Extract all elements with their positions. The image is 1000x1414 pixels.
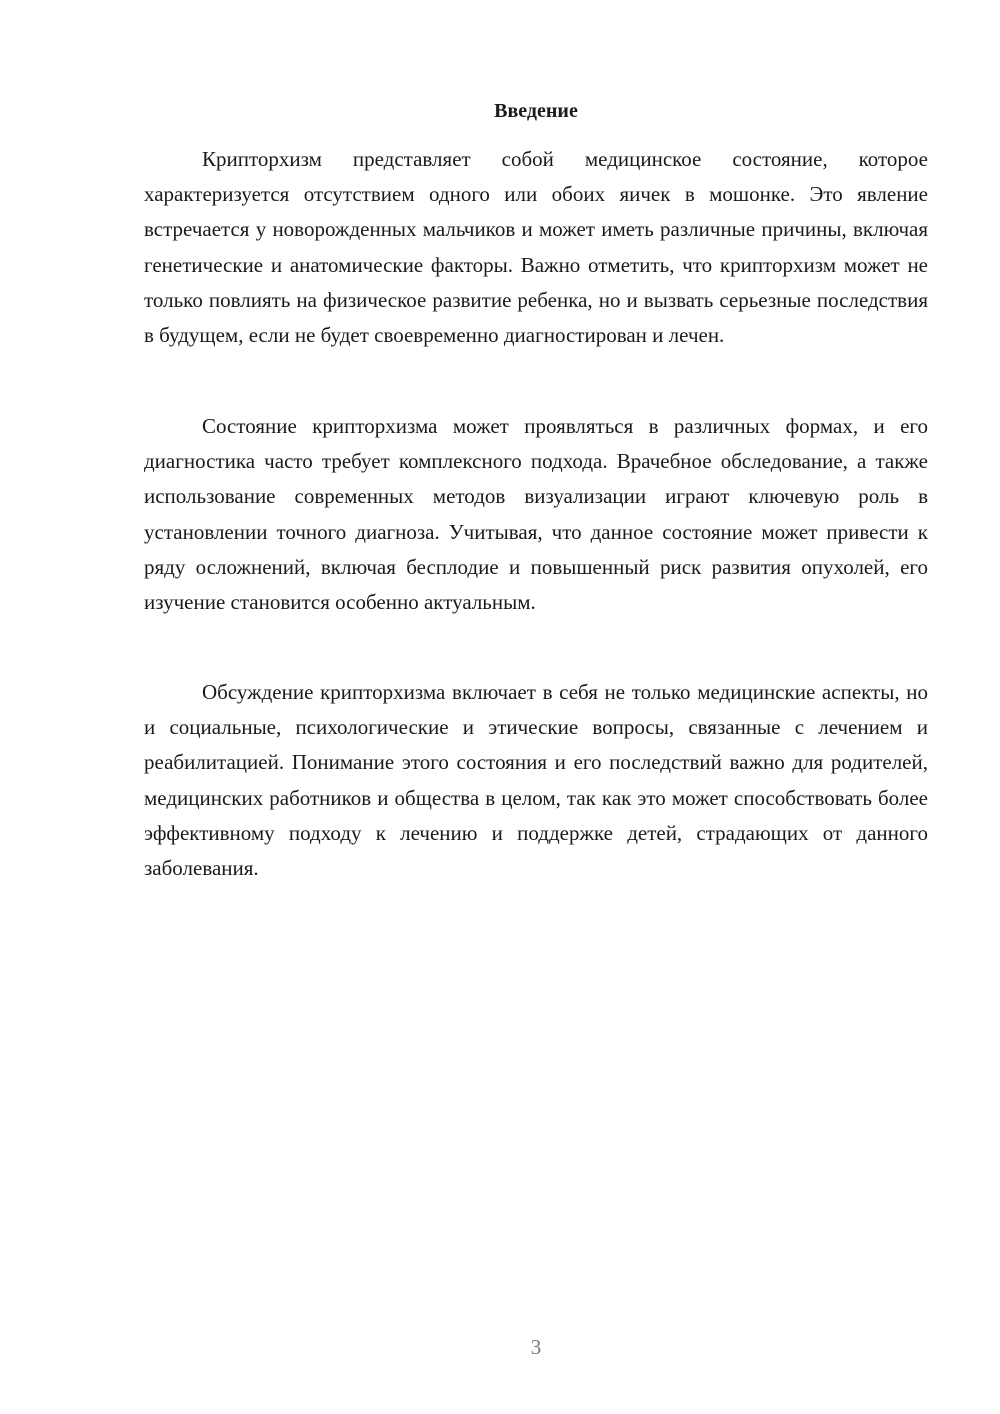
page-title: Введение — [494, 100, 578, 122]
page-number: 3 — [530, 1335, 542, 1359]
paragraph-3: Обсуждение крипторхизма включает в себя не только медицинские аспекты, но и социальные, психологические и этические вопросы, связанные с лечением и реабилитацией. Понимание этого состояния и его последствий важно для родителей, медицинских работников и общества в целом, так как это может способствовать более эффективному подходу к лечению и поддержке детей, страдающих от данного заболевания. — [144, 680, 928, 881]
paragraph-2: Состояние крипторхизма может проявляться в различных формах, и его диагностика часто требует комплексного подхода. Врачебное обследование, а также использование современных методов визуализации играют ключевую роль в установлении точного диагноза. Учитывая, что данное состояние может привести к ряду осложнений, включая бесплодие и повышенный риск развития опухолей, его изучение становится особенно актуальным. — [144, 414, 928, 615]
paragraph-1: Крипторхизм представляет собой медицинское состояние, которое характеризуется отсутствием одного или обоих яичек в мошонке. Это явление встречается у новорожденных мальчиков и может иметь различные причины, включая генетические и анатомические факторы. Важно отметить, что крипторхизм может не только повлиять на физическое развитие ребенка, но и вызвать серьезные последствия в будущем, если не будет своевременно диагностирован и лечен. — [144, 147, 928, 348]
document-page — [144, 0, 928, 1414]
